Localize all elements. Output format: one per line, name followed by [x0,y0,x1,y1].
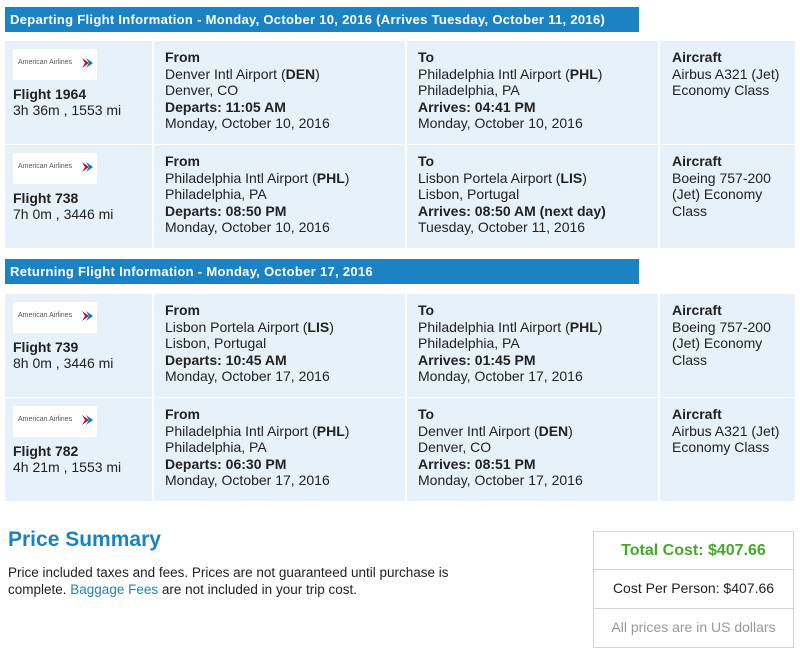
to-city: Philadelphia, PA [418,82,520,98]
departure-time: Departs: 08:50 PM [165,202,287,219]
to-airport: Philadelphia Intl Airport (PHL) [418,318,603,335]
from-label: From [165,49,200,65]
american-airlines-logo: American Airlines [13,302,97,333]
flight-duration: 7h 0m , 3446 mi [13,206,114,222]
flight-row [5,145,795,248]
to-label: To [418,302,435,318]
departure-date: Monday, October 10, 2016 [165,115,330,131]
from-airport: Lisbon Portela Airport (LIS) [165,318,334,335]
departing-header: Departing Flight Information - Monday, October 10, 2016 (Arrives Tuesday, October 11, 2016) [5,7,639,32]
flight-number: Flight 738 [13,190,79,206]
aircraft-label: Aircraft [672,302,722,318]
from-airport: Philadelphia Intl Airport (PHL) [165,422,350,439]
flight-row [5,398,795,501]
flight-duration: 3h 36m , 1553 mi [13,102,122,118]
from-label: From [165,302,200,318]
airline-symbol-icon [81,56,95,70]
aircraft-label: Aircraft [672,49,722,65]
airline-cell [5,398,154,501]
departure-time: Departs: 10:45 AM [165,351,287,368]
from-label: From [165,153,200,169]
arrival-time: Arrives: 01:45 PM [418,351,536,368]
from-city: Philadelphia, PA [165,439,267,455]
to-airport: Philadelphia Intl Airport (PHL) [418,65,603,82]
from-cell [154,294,407,397]
departure-date: Monday, October 10, 2016 [165,219,330,235]
from-airport: Denver Intl Airport (DEN) [165,65,320,82]
american-airlines-logo: American Airlines [13,406,97,437]
arrival-date: Monday, October 17, 2016 [418,472,583,488]
to-label: To [418,49,435,65]
to-cell [407,41,660,144]
total-cost: Total Cost: $407.66 [593,531,794,570]
from-city: Philadelphia, PA [165,186,267,202]
arrival-date: Monday, October 17, 2016 [418,368,583,384]
airline-cell [5,145,154,248]
arrival-time: Arrives: 08:51 PM [418,455,536,472]
from-cell [154,398,407,501]
arrival-date: Tuesday, October 11, 2016 [418,219,586,235]
flight-duration: 8h 0m , 3446 mi [13,355,114,371]
departure-time: Departs: 06:30 PM [165,455,287,472]
airline-cell [5,41,154,144]
from-city: Denver, CO [165,82,239,98]
flight-number: Flight 782 [13,443,79,459]
airline-symbol-icon [81,413,95,427]
departure-time: Departs: 11:05 AM [165,98,286,115]
departure-date: Monday, October 17, 2016 [165,472,330,488]
to-label: To [418,153,435,169]
arrival-time: Arrives: 08:50 AM (next day) [418,202,606,219]
airline-symbol-icon [81,309,95,323]
to-airport: Lisbon Portela Airport (LIS) [418,169,587,186]
flight-duration: 4h 21m , 1553 mi [13,459,122,475]
to-cell [407,398,660,501]
currency-note: All prices are in US dollars [593,609,794,648]
from-city: Lisbon, Portugal [165,335,267,351]
aircraft-cell [660,145,795,248]
cost-per-person: Cost Per Person: $407.66 [593,570,794,609]
aircraft-label: Aircraft [672,153,722,169]
flight-number: Flight 739 [13,339,79,355]
price-note: Price included taxes and fees. Prices are not guaranteed until purchase is complete. Baggage Fees are not included in your trip cost. [8,565,449,597]
arrival-date: Monday, October 10, 2016 [418,115,583,131]
baggage-fees-link[interactable]: Baggage Fees [70,582,159,597]
aircraft-cell [660,294,795,397]
price-summary-title: Price Summary [8,528,161,551]
arrival-time: Arrives: 04:41 PM [418,98,536,115]
aircraft-cell [660,41,795,144]
aircraft-label: Aircraft [672,406,722,422]
from-label: From [165,406,200,422]
to-cell [407,145,660,248]
flight-row [5,294,795,397]
airline-cell [5,294,154,397]
airline-symbol-icon [81,160,95,174]
to-city: Denver, CO [418,439,492,455]
aircraft-type: Boeing 757-200 (Jet) Economy Class [672,318,771,368]
flight-number: Flight 1964 [13,86,87,102]
returning-header: Returning Flight Information - Monday, October 17, 2016 [5,259,639,284]
to-label: To [418,406,435,422]
to-cell [407,294,660,397]
aircraft-type: Boeing 757-200 (Jet) Economy Class [672,169,771,219]
from-airport: Philadelphia Intl Airport (PHL) [165,169,350,186]
from-cell [154,145,407,248]
flight-row [5,41,795,144]
to-airport: Denver Intl Airport (DEN) [418,422,573,439]
from-cell [154,41,407,144]
aircraft-cell [660,398,795,501]
aircraft-type: Airbus A321 (Jet) Economy Class [672,422,780,455]
departure-date: Monday, October 17, 2016 [165,368,330,384]
american-airlines-logo: American Airlines [13,49,97,80]
to-city: Lisbon, Portugal [418,186,520,202]
aircraft-type: Airbus A321 (Jet) Economy Class [672,65,780,98]
american-airlines-logo: American Airlines [13,153,97,184]
to-city: Philadelphia, PA [418,335,520,351]
